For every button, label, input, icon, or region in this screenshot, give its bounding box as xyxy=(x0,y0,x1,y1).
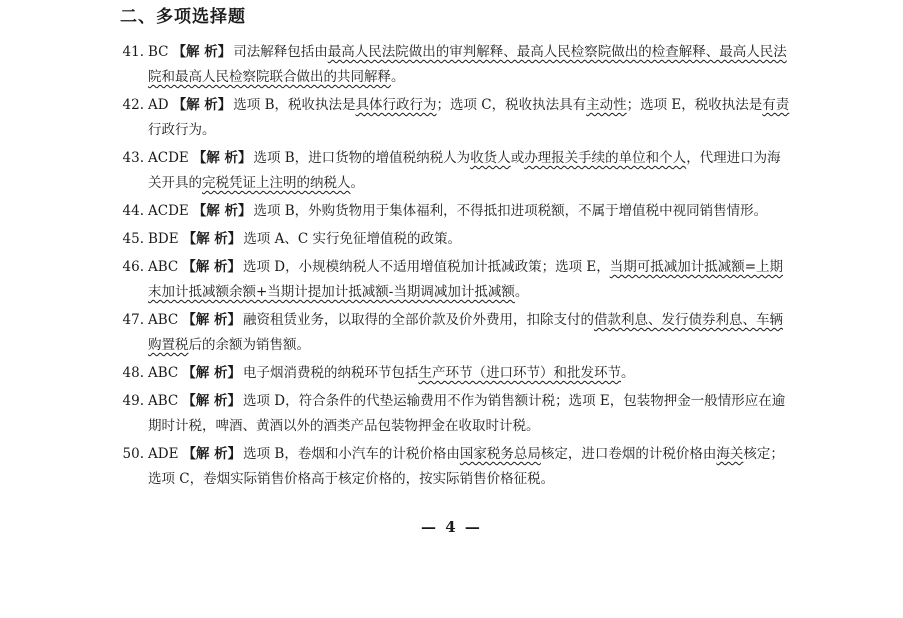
answer-item xyxy=(114,227,790,252)
explanation-text xyxy=(148,44,787,85)
answer-key: BDE xyxy=(148,231,179,247)
question-number: 41. xyxy=(122,44,144,60)
explanation-segment: ；选项 C，税收执法具有 xyxy=(436,97,587,113)
analysis-tag: 【解 析】 xyxy=(182,259,241,275)
explanation-segment: 或 xyxy=(510,150,525,166)
explanation-segment: 行政行为。 xyxy=(148,122,216,138)
key-phrase: 海关 xyxy=(716,446,744,462)
explanation-segment: 选项 A、C 实行免征增值税的政策。 xyxy=(243,231,461,247)
explanation-segment: 。 xyxy=(350,175,364,191)
key-phrase: 最高人民法院做出的审判解释、最高人民检察院做出的检查解释、最高人民法院和最高人民检察院联合做出的共同解释 xyxy=(148,44,787,85)
explanation-text xyxy=(253,203,767,219)
explanation-segment: 选项 B，税收执法是 xyxy=(233,97,356,113)
answer-key: ABC xyxy=(148,393,179,409)
explanation-segment: 选项 B，卷烟和小汽车的计税价格由 xyxy=(243,446,460,462)
explanation-text xyxy=(148,446,784,487)
explanation-segment: ，代理进口为海关开具的 xyxy=(148,150,781,191)
page-number: — 4 — xyxy=(421,518,482,536)
answer-item xyxy=(114,146,790,196)
answer-key: ABC xyxy=(148,365,179,381)
analysis-tag: 【解 析】 xyxy=(182,365,241,381)
explanation-segment: 融资租赁业务，以取得的全部价款及价外费用，扣除支付的 xyxy=(242,312,594,328)
explanation-segment: 司法解释包括由 xyxy=(233,44,328,60)
question-number: 49. xyxy=(122,393,144,409)
question-number: 45. xyxy=(122,231,144,247)
analysis-tag: 【解 析】 xyxy=(192,150,252,166)
section-title: 二、多项选择题 xyxy=(120,7,246,27)
explanation-segment: 。 xyxy=(514,284,529,300)
explanation-segment: 选项 B，进口货物的增值税纳税人为 xyxy=(253,150,471,166)
explanation-text xyxy=(148,97,789,138)
question-number: 46. xyxy=(122,259,144,275)
answer-key: ACDE xyxy=(148,203,189,219)
key-phrase: 当期可抵减加计抵减额=上期末加计抵减额余额+当期计提加计抵减额-当期调减加计抵减额 xyxy=(148,259,784,300)
answer-key: AD xyxy=(148,97,169,113)
answer-item xyxy=(114,308,790,358)
analysis-tag: 【解 析】 xyxy=(172,97,232,113)
explanation-segment: 选项 D，符合条件的代垫运输费用不作为销售额计税；选项 E，包装物押金一般情形应在逾期时计税，啤酒、黄酒以外的酒类产品包装物押金在收取时计税。 xyxy=(148,393,786,434)
question-number: 48. xyxy=(122,365,144,381)
answer-key: BC xyxy=(148,44,169,60)
answer-item xyxy=(114,93,790,143)
analysis-tag: 【解 析】 xyxy=(192,203,252,219)
explanation-segment: 。 xyxy=(620,365,635,381)
analysis-tag: 【解 析】 xyxy=(182,231,242,247)
key-phrase: 借款利息、发行债券利息、车辆购置税 xyxy=(148,312,783,353)
question-number: 44. xyxy=(122,203,144,219)
question-number: 43. xyxy=(122,150,144,166)
answer-item xyxy=(114,255,790,305)
explanation-segment: 核定，进口卷烟的计税价格由 xyxy=(540,446,717,462)
answer-key: ABC xyxy=(148,312,179,328)
key-phrase: 生产环节（进口环节）和批发环节 xyxy=(418,365,621,381)
explanation-text xyxy=(148,259,783,300)
answer-key: ADE xyxy=(148,446,179,462)
analysis-tag: 【解 析】 xyxy=(182,312,241,328)
key-phrase: 完税凭证上注明的纳税人 xyxy=(202,175,351,191)
answer-item xyxy=(114,361,790,386)
answer-key: ABC xyxy=(148,259,179,275)
answer-item xyxy=(114,199,790,224)
question-number: 42. xyxy=(122,97,144,113)
question-number: 50. xyxy=(122,446,144,462)
answer-item xyxy=(114,389,790,439)
key-phrase: 国家税务总局 xyxy=(459,446,541,462)
key-phrase: 有责 xyxy=(762,97,790,113)
key-phrase: 具体行政行为 xyxy=(355,97,437,113)
explanation-segment: 电子烟消费税的纳税环节包括 xyxy=(242,365,419,381)
question-number: 47. xyxy=(122,312,144,328)
analysis-tag: 【解 析】 xyxy=(182,446,242,462)
answer-item xyxy=(114,40,790,90)
explanation-text xyxy=(148,312,783,353)
explanation-segment: 选项 D，小规模纳税人不适用增值税加计抵减政策；选项 E， xyxy=(242,259,610,275)
explanation-text xyxy=(148,393,785,434)
key-phrase: 主动性 xyxy=(586,97,627,113)
answer-key: ACDE xyxy=(148,150,189,166)
explanation-segment: ；选项 E，税收执法是 xyxy=(626,97,763,113)
answer-list xyxy=(114,40,790,495)
explanation-segment: 选项 B，外购货物用于集体福利，不得抵扣进项税额，不属于增值税中视同销售情形。 xyxy=(253,203,768,219)
key-phrase: 办理报关手续的单位和个人 xyxy=(524,150,687,166)
explanation-segment: 。 xyxy=(391,69,405,85)
key-phrase: 收货人 xyxy=(470,150,511,166)
analysis-tag: 【解 析】 xyxy=(172,44,232,60)
explanation-segment: 核定；选项 C，卷烟实际销售价格高于核定价格的，按实际销售价格征税。 xyxy=(148,446,784,487)
explanation-text xyxy=(243,365,635,381)
explanation-segment: 后的余额为销售额。 xyxy=(188,337,310,353)
answer-item xyxy=(114,442,790,492)
explanation-text xyxy=(243,231,461,247)
analysis-tag: 【解 析】 xyxy=(182,393,241,409)
